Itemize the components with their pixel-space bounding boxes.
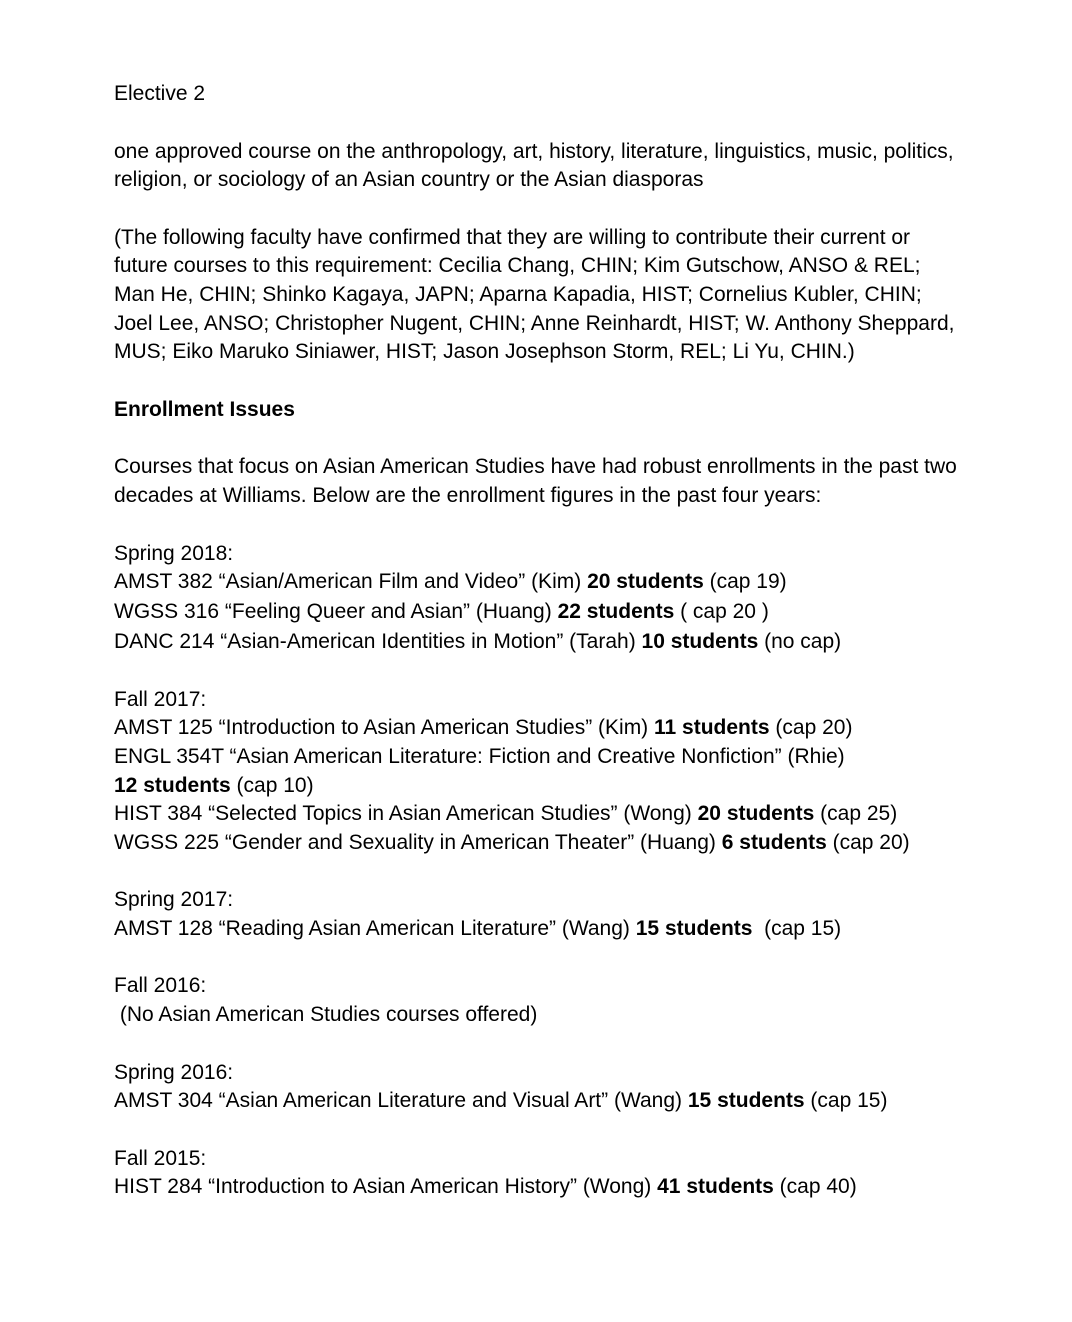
term-block <box>114 540 964 657</box>
term-block <box>114 1059 964 1116</box>
course-entry <box>114 568 964 597</box>
elective-description: one approved course on the anthropology, art, history, literature, linguistics, music, politics, religion, or sociology of an Asian country or the Asian diasporas <box>114 139 954 192</box>
term-block <box>114 972 964 1029</box>
term-label: Fall 2016: <box>114 974 207 998</box>
course-cap: (cap 15) <box>752 916 842 940</box>
course-entry <box>114 829 964 858</box>
term-note: (No Asian American Studies courses offered) <box>114 1003 538 1027</box>
student-count: 12 students <box>114 773 231 797</box>
document-page <box>114 80 964 1202</box>
student-count: 11 students <box>654 716 770 740</box>
student-count: 20 students <box>697 802 815 826</box>
course-entry <box>114 915 964 944</box>
term-block <box>114 886 964 943</box>
term-label: Fall 2017: <box>114 687 207 711</box>
student-count: 22 students <box>557 599 675 623</box>
course-entry <box>114 1173 964 1202</box>
term-block <box>114 1145 964 1202</box>
student-count: 10 students <box>641 629 759 653</box>
course-cap: (cap 20) <box>769 716 853 740</box>
course-cap: (cap 25) <box>814 802 898 826</box>
student-count: 15 students <box>635 916 753 940</box>
student-count: 6 students <box>721 830 827 854</box>
enrollment-heading: Enrollment Issues <box>114 397 295 421</box>
course-entry <box>114 597 964 627</box>
course-text: ENGL 354T “Asian American Literature: Fiction and Creative Nonfiction” (Rhie) <box>114 744 845 768</box>
course-cap: ( cap 20 ) <box>674 599 769 623</box>
course-text: AMST 382 “Asian/American Film and Video” (Kim) <box>114 570 588 594</box>
elective-title: Elective 2 <box>114 82 206 105</box>
course-text: AMST 125 “Introduction to Asian American Studies” (Kim) <box>114 716 655 740</box>
student-count: 20 students <box>587 570 704 594</box>
enrollment-intro: Courses that focus on Asian American Studies have had robust enrollments in the past two decades at Williams. Below are the enrollment figures in the past four years: <box>114 455 957 507</box>
course-cap: (cap 15) <box>804 1089 888 1113</box>
course-text: HIST 384 “Selected Topics in Asian American Studies” (Wong) <box>114 802 698 826</box>
course-text: WGSS 225 “Gender and Sexuality in American Theater” (Huang) <box>114 830 722 854</box>
term-block <box>114 686 964 858</box>
course-entry <box>114 1087 964 1116</box>
course-text: AMST 128 “Reading Asian American Literature” (Wang) <box>114 916 636 940</box>
term-label: Spring 2018: <box>114 541 234 565</box>
faculty-note: (The following faculty have confirmed that they are willing to contribute their current or future courses to this requirement: Cecilia Chang, CHIN; Kim Gutschow, ANSO & REL; Man He, CHIN; Shinko Kagaya, JAPN; Aparna Kapadia, HIST; Cornelius Kubler, CHIN; Joel Lee, ANSO; Christopher Nugent, CHIN; Anne Reinhardt, HIST; W. Anthony Sheppard, MUS; Eiko Maruko Siniawer, HIST; Jason Josephson Storm, REL; Li Yu, CHIN.) <box>114 225 955 364</box>
term-label: Spring 2017: <box>114 888 234 912</box>
course-cap: (no cap) <box>758 629 842 653</box>
student-count: 41 students <box>657 1175 774 1199</box>
course-cap: (cap 40) <box>773 1175 857 1199</box>
course-cap: (cap 19) <box>703 570 787 594</box>
course-entry <box>114 714 964 743</box>
term-label: Fall 2015: <box>114 1146 207 1170</box>
term-label: Spring 2016: <box>114 1060 234 1084</box>
course-text: HIST 284 “Introduction to Asian American History” (Wong) <box>114 1175 658 1199</box>
course-text: WGSS 316 “Feeling Queer and Asian” (Huang) <box>114 599 558 623</box>
course-text: DANC 214 “Asian-American Identities in Motion” (Tarah) <box>114 629 642 653</box>
course-entry <box>114 627 964 657</box>
student-count: 15 students <box>687 1089 805 1113</box>
course-entry <box>114 800 964 829</box>
course-entry <box>114 743 964 800</box>
course-cap: (cap 10) <box>230 773 314 797</box>
course-text: AMST 304 “Asian American Literature and Visual Art” (Wang) <box>114 1089 688 1113</box>
course-cap: (cap 20) <box>826 830 910 854</box>
